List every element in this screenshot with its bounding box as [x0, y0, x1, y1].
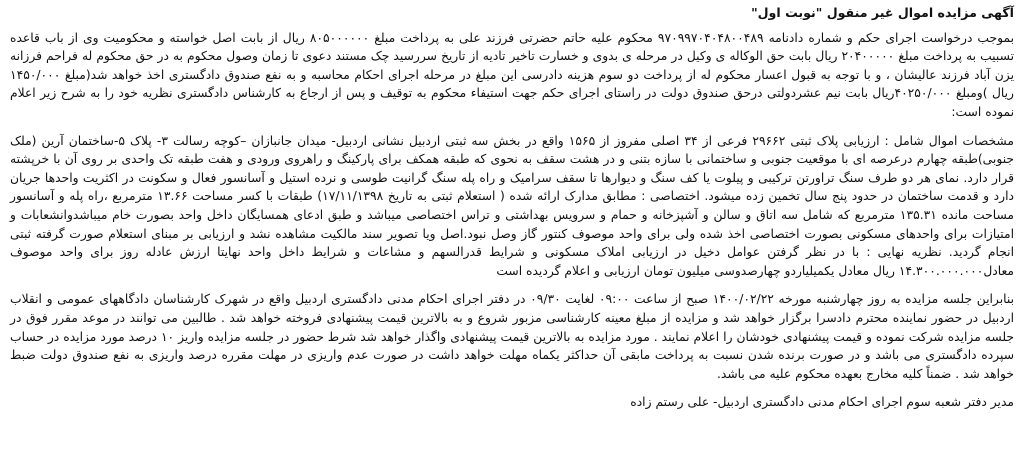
- signature-line: مدیر دفتر شعبه سوم اجرای احکام مدنی دادگستری اردبیل- علی رستم زاده: [630, 395, 1014, 410]
- paragraph-property-specs: مشخصات اموال شامل : ارزیابی پلاک ثبتی ۲۹۶۶۲ فرعی از ۳۴ اصلی مفروز از ۱۵۶۵ واقع در بخش سه ثبتی اردبیل نشانی اردبیل- میدان جانبازان –کوچه رسالت ۳- پلاک ۵-ساختمان آرین (ملک جنوبی)طبقه چهارم درعرصه ای با موقعیت جنوبی و ساختمانی با سازه بتنی و در هشت سقف به نحوی که طبقه همکف برای پارکینگ و راهروی ورودی و هفت طبقه تک واحدی بر روی آن با خرپشته قرار دارد. نمای هر دو طرف سنگ تراورتن ترکیبی و پیلوت یا کف سنگ و دیوارها تا سقف سرامیک و راه پله سنگ گرانیت طوسی و نرده استیل و آسانسور فعال و سکونت در اکثریت واحدها جریان دارد و قدمت ساختمان در حدود پنج سال تخمین زده میشود. اختصاصی : مطابق مدارک ارائه شده ( استعلام ثبتی به تاریخ ۱۷/۱۱/۱۳۹۸) طبقات با کسر مساحت ۱۳.۶۶ مترمربع ،راه پله و آسانسور مساحت مانده ۱۳۵.۳۱ مترمربع که شامل سه اتاق و سالن و آشپزخانه و حمام و سرویس بهداشتی و تراس اختصاصی میباشد و طبق ادعای همسایگان داخل واحد بصورت خام میباشدوانشعابات و امتیازات برای واحدهای مسکونی بصورت اختصاصی اخذ شده ولی برای واحد موصوف کنتور گاز وصل نبود.اصل ویا تصویر سند مالکیت مشاهده نشد و ارزیابی بر مبنای استعلام صورت گرفته ثبتی انجام گردید. نظریه نهایی : با در نظر گرفتن عوامل دخیل در ارزیابی املاک مسکونی و شرایط قدرالسهم و مشاعات و شرایط داخل واحد نهایتا ارزش عادله روز برای واحد موصوف معادل۱۴.۳۰۰.۰۰۰.۰۰۰ ریال معادل یکمیلیاردو چهارصدوسی میلیون تومان ارزیابی و اعلام گردیده است: [10, 133, 1015, 278]
- notice-title: آگهی مزایده اموال غیر منقول "نوبت اول": [751, 5, 1014, 20]
- paragraph-case-details: بموجب درخواست اجرای حکم و شماره دادنامه ۹۷۰۹۹۷۰۴۰۴۸۰۰۴۸۹ محکوم علیه حاتم حضرتی فرزند علی به پرداخت مبلغ ۸۰۵۰۰۰۰۰۰ ریال از بابت اصل خواسته و محکومیت وی از باب قاعده تسبیب به پرداخت مبلغ ۲۰۴۰۰۰۰۰ ریال بابت حق الوکاله ی وکیل در مرحله ی بدوی و خسارت تاخیر تادیه از تاریخ سررسید چک مستند دعوی تا زمان وصول محکوم به در حق محکوم له فراحم فرزانه یزن آباد فرزند عالیشان ، و با توجه به قبول اعسار محکوم له از پرداخت دو سوم هزینه دادرسی این مبلغ در مرحله اجرای احکام محاسبه و به نفع صندوق دادگستری اخذ خواهد شد(مبلغ ۱۴۵۰/۰۰۰ ریال )ومبلغ ۴۰۲۵۰/۰۰۰ریال بابت نیم عشردولتی درحق صندوق دولت در راستای اجرای حکم جهت استیفاء محکوم به توقیف و پس از ارجاع به کارشناس دادگستری نظریه خود را به شرح زیر اعلام نموده است:: [10, 30, 1014, 119]
- paragraph-auction-terms: بنابراین جلسه مزایده به روز چهارشنبه مورخه ۱۴۰۰/۰۲/۲۲ صبح از ساعت ۰۹:۰۰ لغایت ۰۹/۳۰ در دفتر اجرای احکام مدنی دادگستری اردبیل واقع در شهرک کارشناسان دادگاههای عمومی و انقلاب اردبیل در حضور نماینده محترم دادسرا برگزار خواهد شد و مزایده از مبلغ معینه کارشناسی مزبور شروع و به بالاترین قیمت پیشنهادی فروخته خواهد شد . طالبین می توانند در موعد مقرر فوق در جلسه مزایده شرکت نموده و قیمت پیشنهادی خودشان را اعلام نمایند . مورد مزایده به بالاترین قیمت پیشنهادی واگذار خواهد شد شرط حضور در جلسه مزایده واریز ۱۰ درصد مورد مزایده در حساب سپرده دادگستری می باشد و در صورت برنده شدن نسبت به پرداخت مابقی آن حداکثر یکماه مهلت خواهد داشت در صورت عدم واریزی در مهلت مقرره درصد واریزی به نفع صندوق دولت ضبط خواهد شد . ضمناً کلیه مخارج بعهده محکوم علیه می باشد.: [10, 292, 1015, 381]
